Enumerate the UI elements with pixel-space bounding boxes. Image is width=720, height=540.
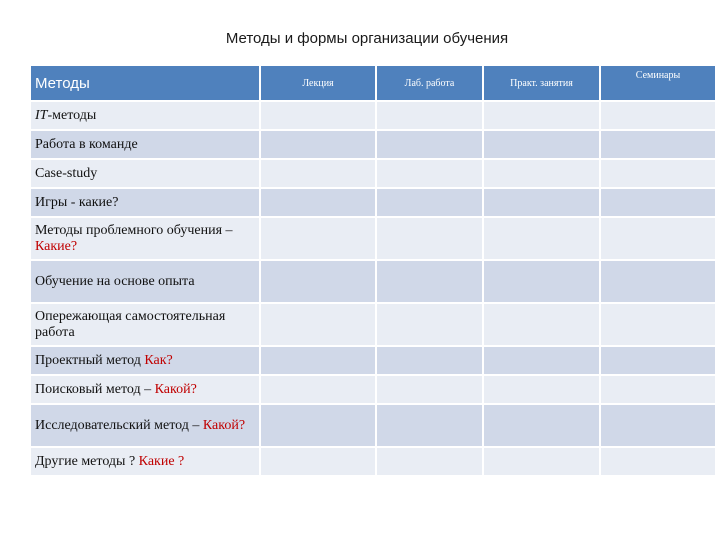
cell-seminars <box>600 101 716 130</box>
table-header-row <box>30 65 716 101</box>
header-methods: Методы <box>30 65 260 101</box>
header-lecture: Лекция <box>260 65 376 101</box>
method-label <box>30 346 260 375</box>
cell-lecture <box>260 404 376 447</box>
cell-lecture <box>260 159 376 188</box>
method-label-text: Case-study <box>35 165 98 181</box>
cell-practical <box>483 188 600 217</box>
method-label <box>30 217 260 260</box>
cell-practical <box>483 130 600 159</box>
cell-lecture <box>260 303 376 346</box>
cell-seminars <box>600 375 716 404</box>
method-label <box>30 447 260 476</box>
cell-lab-work <box>376 159 483 188</box>
method-label <box>30 101 260 130</box>
method-label <box>30 404 260 447</box>
method-label-text: Методы проблемного обучения – <box>35 222 233 238</box>
method-label-text: Другие методы ? <box>35 453 139 469</box>
cell-lab-work <box>376 188 483 217</box>
cell-practical <box>483 346 600 375</box>
cell-seminars <box>600 188 716 217</box>
page-title: Методы и формы организации обучения <box>225 30 509 47</box>
cell-lab-work <box>376 346 483 375</box>
cell-lab-work <box>376 101 483 130</box>
cell-practical <box>483 260 600 303</box>
cell-lab-work <box>376 447 483 476</box>
method-label <box>30 130 260 159</box>
table-row <box>30 447 716 476</box>
method-label-text: Обучение на основе опыта <box>35 273 195 289</box>
cell-seminars <box>600 404 716 447</box>
table-row <box>30 130 716 159</box>
cell-seminars <box>600 303 716 346</box>
cell-lab-work <box>376 375 483 404</box>
method-label-text: -методы <box>47 107 97 123</box>
cell-seminars <box>600 260 716 303</box>
table-row <box>30 404 716 447</box>
cell-seminars <box>600 346 716 375</box>
cell-practical <box>483 303 600 346</box>
cell-seminars <box>600 447 716 476</box>
method-label <box>30 303 260 346</box>
method-label <box>30 375 260 404</box>
method-label-text: Поисковый метод – <box>35 381 155 397</box>
method-question: Как? <box>144 352 173 368</box>
cell-lab-work <box>376 130 483 159</box>
method-question: Какие? <box>35 238 78 254</box>
cell-lab-work <box>376 217 483 260</box>
method-label-italic: IT <box>35 107 48 123</box>
method-label <box>30 260 260 303</box>
method-label <box>30 188 260 217</box>
table-row <box>30 101 716 130</box>
cell-seminars <box>600 130 716 159</box>
cell-seminars <box>600 159 716 188</box>
method-label-text: Игры - какие? <box>35 194 119 210</box>
cell-lecture <box>260 260 376 303</box>
cell-practical <box>483 101 600 130</box>
cell-practical <box>483 159 600 188</box>
cell-lecture <box>260 101 376 130</box>
table-row <box>30 260 716 303</box>
cell-lecture <box>260 188 376 217</box>
methods-table <box>29 64 717 477</box>
method-label-text: Исследовательский метод – <box>35 417 203 433</box>
cell-lecture <box>260 130 376 159</box>
table-row <box>30 159 716 188</box>
header-seminars: Семинары <box>600 65 716 101</box>
cell-practical <box>483 447 600 476</box>
method-label-text: Опережающая самостоятельная работа <box>35 308 226 340</box>
method-question: Какой? <box>154 381 197 397</box>
header-lab-work: Лаб. работа <box>376 65 483 101</box>
method-label-text: Проектный метод <box>35 352 145 368</box>
header-practical: Практ. занятия <box>483 65 600 101</box>
cell-lecture <box>260 375 376 404</box>
cell-lecture <box>260 217 376 260</box>
table-row <box>30 188 716 217</box>
table-row <box>30 217 716 260</box>
cell-lab-work <box>376 303 483 346</box>
cell-lecture <box>260 346 376 375</box>
cell-practical <box>483 217 600 260</box>
method-label-text: Работа в команде <box>35 136 138 152</box>
cell-lecture <box>260 447 376 476</box>
table-row <box>30 375 716 404</box>
method-question: Какие ? <box>138 453 185 469</box>
method-question: Какой? <box>202 417 246 433</box>
cell-lab-work <box>376 404 483 447</box>
cell-practical <box>483 375 600 404</box>
cell-practical <box>483 404 600 447</box>
table-row <box>30 303 716 346</box>
cell-seminars <box>600 217 716 260</box>
cell-lab-work <box>376 260 483 303</box>
table-row <box>30 346 716 375</box>
method-label <box>30 159 260 188</box>
